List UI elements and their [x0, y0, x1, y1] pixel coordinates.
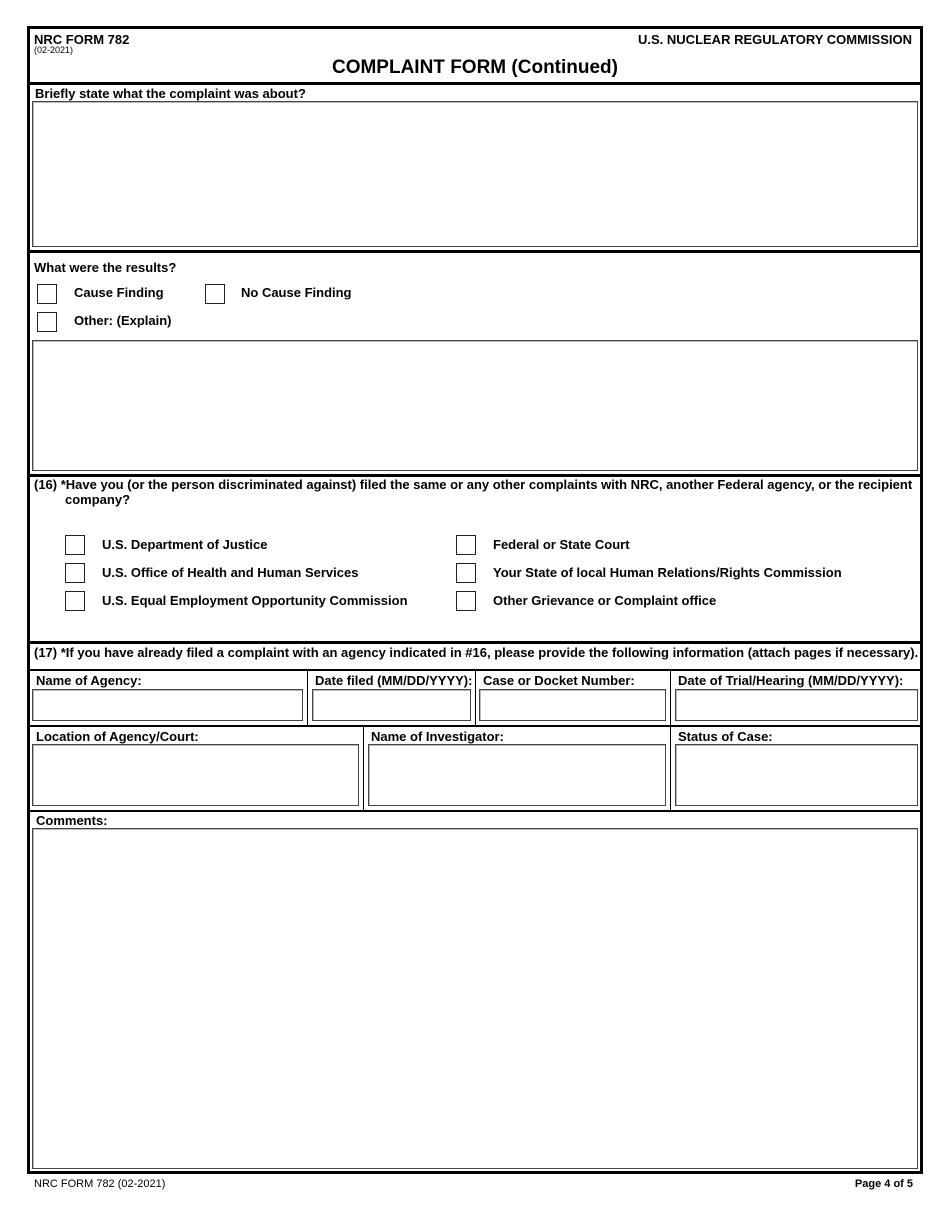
grievance-office-checkbox[interactable]: [456, 591, 476, 611]
location-field[interactable]: [32, 744, 359, 806]
column-divider: [670, 726, 671, 810]
eeoc-label: U.S. Equal Employment Opportunity Commission: [102, 593, 408, 608]
q17-question: (17) *If you have already filed a complaint with an agency indicated in #16, please provide the following information (attach pages if necessary).: [34, 645, 919, 660]
hhs-label: U.S. Office of Health and Human Services: [102, 565, 359, 580]
form-date: (02-2021): [34, 45, 74, 55]
row-divider: [27, 810, 923, 812]
status-label: Status of Case:: [678, 729, 773, 744]
state-commission-label: Your State of local Human Relations/Rights Commission: [493, 565, 842, 580]
doj-checkbox[interactable]: [65, 535, 85, 555]
column-divider: [670, 670, 671, 725]
doj-label: U.S. Department of Justice: [102, 537, 268, 552]
cause-finding-label: Cause Finding: [74, 285, 164, 300]
case-docket-field[interactable]: [479, 689, 666, 721]
grievance-office-label: Other Grievance or Complaint office: [493, 593, 717, 608]
complaint-about-field[interactable]: [32, 101, 918, 247]
location-label: Location of Agency/Court:: [36, 729, 199, 744]
comments-field[interactable]: [32, 828, 918, 1169]
status-field[interactable]: [675, 744, 918, 806]
row-divider: [27, 725, 923, 727]
form-number: NRC FORM 782: [34, 32, 130, 47]
q16-question-cont: company?: [65, 492, 131, 507]
section-divider: [27, 250, 923, 253]
comments-label: Comments:: [36, 813, 108, 828]
date-filed-field[interactable]: [312, 689, 471, 721]
name-of-agency-field[interactable]: [32, 689, 303, 721]
case-docket-label: Case or Docket Number:: [483, 673, 635, 688]
complaint-about-label: Briefly state what the complaint was about?: [35, 86, 306, 101]
results-label: What were the results?: [34, 260, 177, 275]
q16-question: (16) *Have you (or the person discriminated against) filed the same or any other complaints with NRC, another Federal agency, or the recipient: [34, 477, 913, 492]
other-explain-checkbox[interactable]: [37, 312, 57, 332]
hhs-checkbox[interactable]: [65, 563, 85, 583]
investigator-field[interactable]: [368, 744, 666, 806]
column-divider: [475, 670, 476, 725]
column-divider: [363, 726, 364, 810]
investigator-label: Name of Investigator:: [371, 729, 504, 744]
state-commission-checkbox[interactable]: [456, 563, 476, 583]
name-of-agency-label: Name of Agency:: [36, 673, 142, 688]
results-explain-field[interactable]: [32, 340, 918, 471]
footer-form-id: NRC FORM 782 (02-2021): [34, 1178, 166, 1190]
other-explain-label: Other: (Explain): [74, 313, 172, 328]
trial-date-label: Date of Trial/Hearing (MM/DD/YYYY):: [678, 673, 904, 688]
section-divider: [27, 641, 923, 644]
cause-finding-checkbox[interactable]: [37, 284, 57, 304]
court-label: Federal or State Court: [493, 537, 630, 552]
no-cause-finding-label: No Cause Finding: [241, 285, 352, 300]
header-divider: [27, 82, 923, 85]
date-filed-label: Date filed (MM/DD/YYYY):: [315, 673, 473, 688]
trial-date-field[interactable]: [675, 689, 918, 721]
page-title: COMPLAINT FORM (Continued): [331, 57, 618, 78]
eeoc-checkbox[interactable]: [65, 591, 85, 611]
court-checkbox[interactable]: [456, 535, 476, 555]
column-divider: [307, 670, 308, 725]
page-number: Page 4 of 5: [854, 1178, 913, 1190]
agency-name: U.S. NUCLEAR REGULATORY COMMISSION: [638, 32, 912, 47]
no-cause-finding-checkbox[interactable]: [205, 284, 225, 304]
